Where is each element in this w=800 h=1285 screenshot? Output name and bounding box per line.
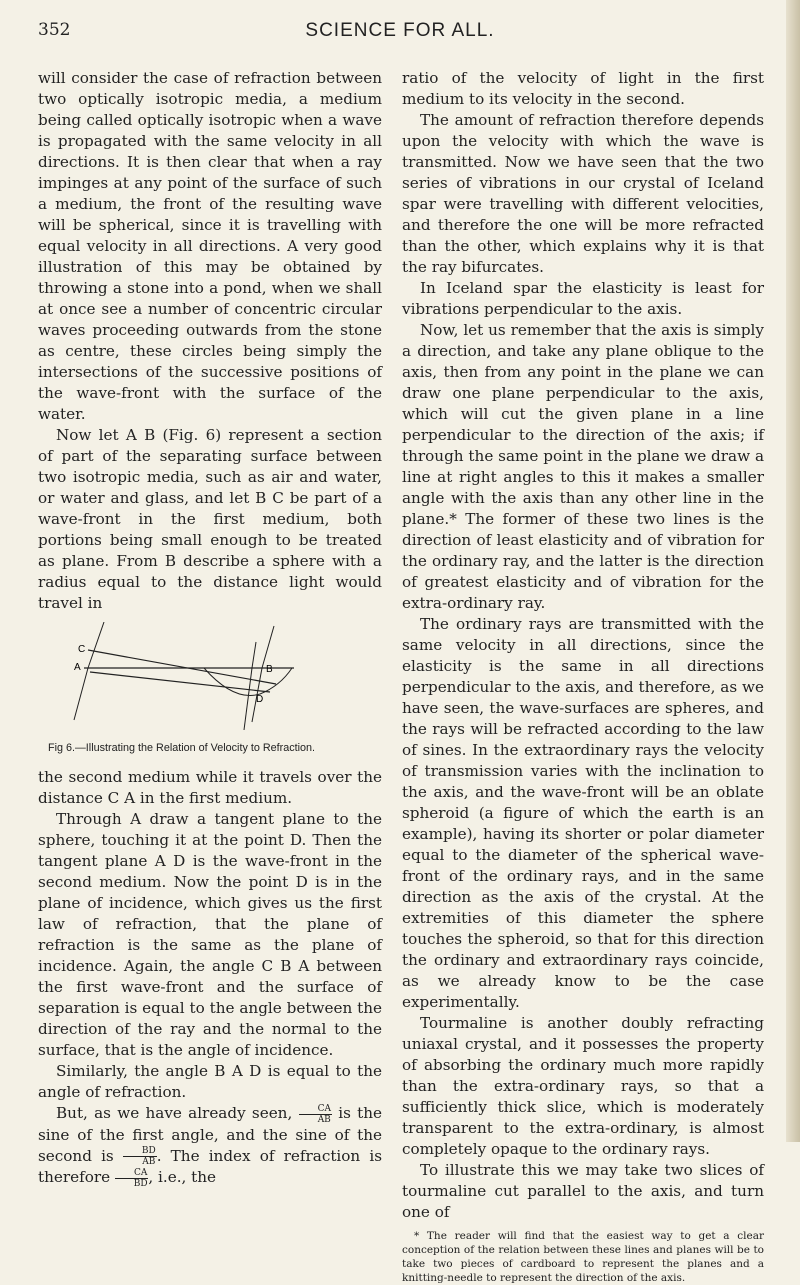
ray-center-lower [244,668,252,730]
ray-left-upper [88,622,104,668]
right-column [402,68,764,1285]
fraction-ca-bd: $\frac{CA}{BD}$ [115,1168,148,1189]
sphere-arc [204,668,292,696]
paragraph: will consider the case of refraction between two optically isotropic media, a medium being called optically isotropic when a wave is propagated with the same velocity in all directions. It is then clear that when a ray impinges at any point of the surface of such a medium, the front of the resulting wave will be spherical, since it is travelling with equal velocity in all directions. A very good illustration of this may be obtained by throwing a stone into a pond, when we shall at once see a number of concentric circular waves proceeding outwards from the stone as centre, these circles being simply the intersections of the successive positions of the wave-front with the surface of the water. [38,69,382,423]
ray-right-upper [262,626,274,668]
paragraph: Similarly, the angle B A D is equal to the angle of refraction. [38,1062,382,1101]
ray-left-lower [74,668,88,720]
paragraph: Now let A B (Fig. 6) represent a section of part of the separating surface between two isotropic media, such as air and water, or water and glass, and let B C be part of a wave-front in the first medium, both portions being small enough to be treated as plane. From B describe a sphere with a radius equal to the distance light would travel in [38,426,382,612]
paragraph: the second medium while it travels over the distance C A in the first medium. [38,768,382,807]
figure-caption: Fig 6.—Illustrating the Relation of Velocity to Refraction. [48,742,316,754]
page-edge-shadow [786,0,800,1142]
running-title: SCIENCE FOR ALL. [305,20,495,41]
paragraph: The ordinary rays are transmitted with the same velocity in all directions, since the elasticity is the same in all directions perpendicular to the axis, and therefore, as we have seen, the wave-surfaces are spheres, and the rays will be refracted according to the law of sines. In the extraordinary rays the velocity of transmission varies with the inclination to the axis, and the wave-front will be an oblate spheroid (a figure of which the earth is an example), having its shorter or polar diameter equal to the diameter of the spherical wave-front of the ordinary rays, and in the same direction as the axis of the crystal. At the extremities of this diameter the sphere touches the spheroid, so that for this direction the ordinary and extraordinary rays coincide, as we already know to be the case experimentally. [402,615,764,1011]
refraction-diagram [44,622,344,730]
paragraph: In Iceland spar the elasticity is least for vibrations perpendicular to the axis. [402,279,764,318]
wavefront-line-cb [88,650,276,684]
footnote: * The reader will find that the easiest way to get a clear conception of the relation between these lines and planes will be to take two pieces of cardboard to represent the planes and a knitting-needle to represent the direction of the axis. [402,1230,764,1284]
page-header [0,20,800,50]
paragraph: The amount of refraction therefore depends upon the velocity with which the wave is transmitted. Now we have seen that the two series of vibrations in our crystal of Iceland spar were travelling with different velocities, and therefore the one will be more refracted than the other, which explains why it is that the ray bifurcates. [402,111,764,276]
paragraph: To illustrate this we may take two slices of tourmaline cut parallel to the axis, and turn one of [402,1161,764,1221]
label-d: D [256,694,264,705]
ray-center-upper [252,642,256,668]
fraction-ca-ab: $\frac{CA}{AB}$ [299,1104,332,1125]
label-a: A [74,662,81,673]
paragraph: ratio of the velocity of light in the first medium to its velocity in the second. [402,69,764,108]
wavefront-line-ad [90,672,270,692]
label-c: C [78,644,86,655]
fraction-bd-ab: $\frac{BD}{AB}$ [123,1146,157,1167]
paragraph-with-fractions: But, as we have already seen, $\frac{CA}{AB}$ is the sine of the first angle, and the sine of the second is $\frac{BD}{AB}$ . The index of refraction is therefore $\frac{CA}{BD}$ , i.e., the [38,1103,382,1189]
paragraph: Through A draw a tangent plane to the sphere, touching it at the point D. Then the tangent plane A D is the wave-front in the second medium. Now the point D is in the plane of incidence, which gives us the first law of refraction, that the plane of refraction is the same as the plane of incidence. Again, the angle C B A between the first wave-front and the surface of separation is equal to the angle between the direction of the ray and the normal to the surface, that is the angle of incidence. [38,810,382,1059]
paragraph: Tourmaline is another doubly refracting uniaxal crystal, and it possesses the property of absorbing the ordinary much more rapidly than the extra-ordinary rays, so that a sufficiently thick slice, which is moderately transparent to the extra-ordinary, is almost completely opaque to the ordinary rays. [402,1014,764,1158]
label-b: B [266,664,273,675]
paragraph: Now, let us remember that the axis is simply a direction, and take any plane oblique to the axis, then from any point in the plane we can draw one plane perpendicular to the axis, which will cut the given plane in a line perpendicular to the direction of the axis; if through the same point in the plane we draw a line at right angles to this it makes a smaller angle with the axis than any other line in the plane.* The former of these two lines is the direction of least elasticity and of vibration for the ordinary ray, and the latter is the direction of greatest elasticity and of vibration for the extra-ordinary ray. [402,321,764,612]
left-column [38,68,382,1189]
page-number: 352 [38,20,71,40]
